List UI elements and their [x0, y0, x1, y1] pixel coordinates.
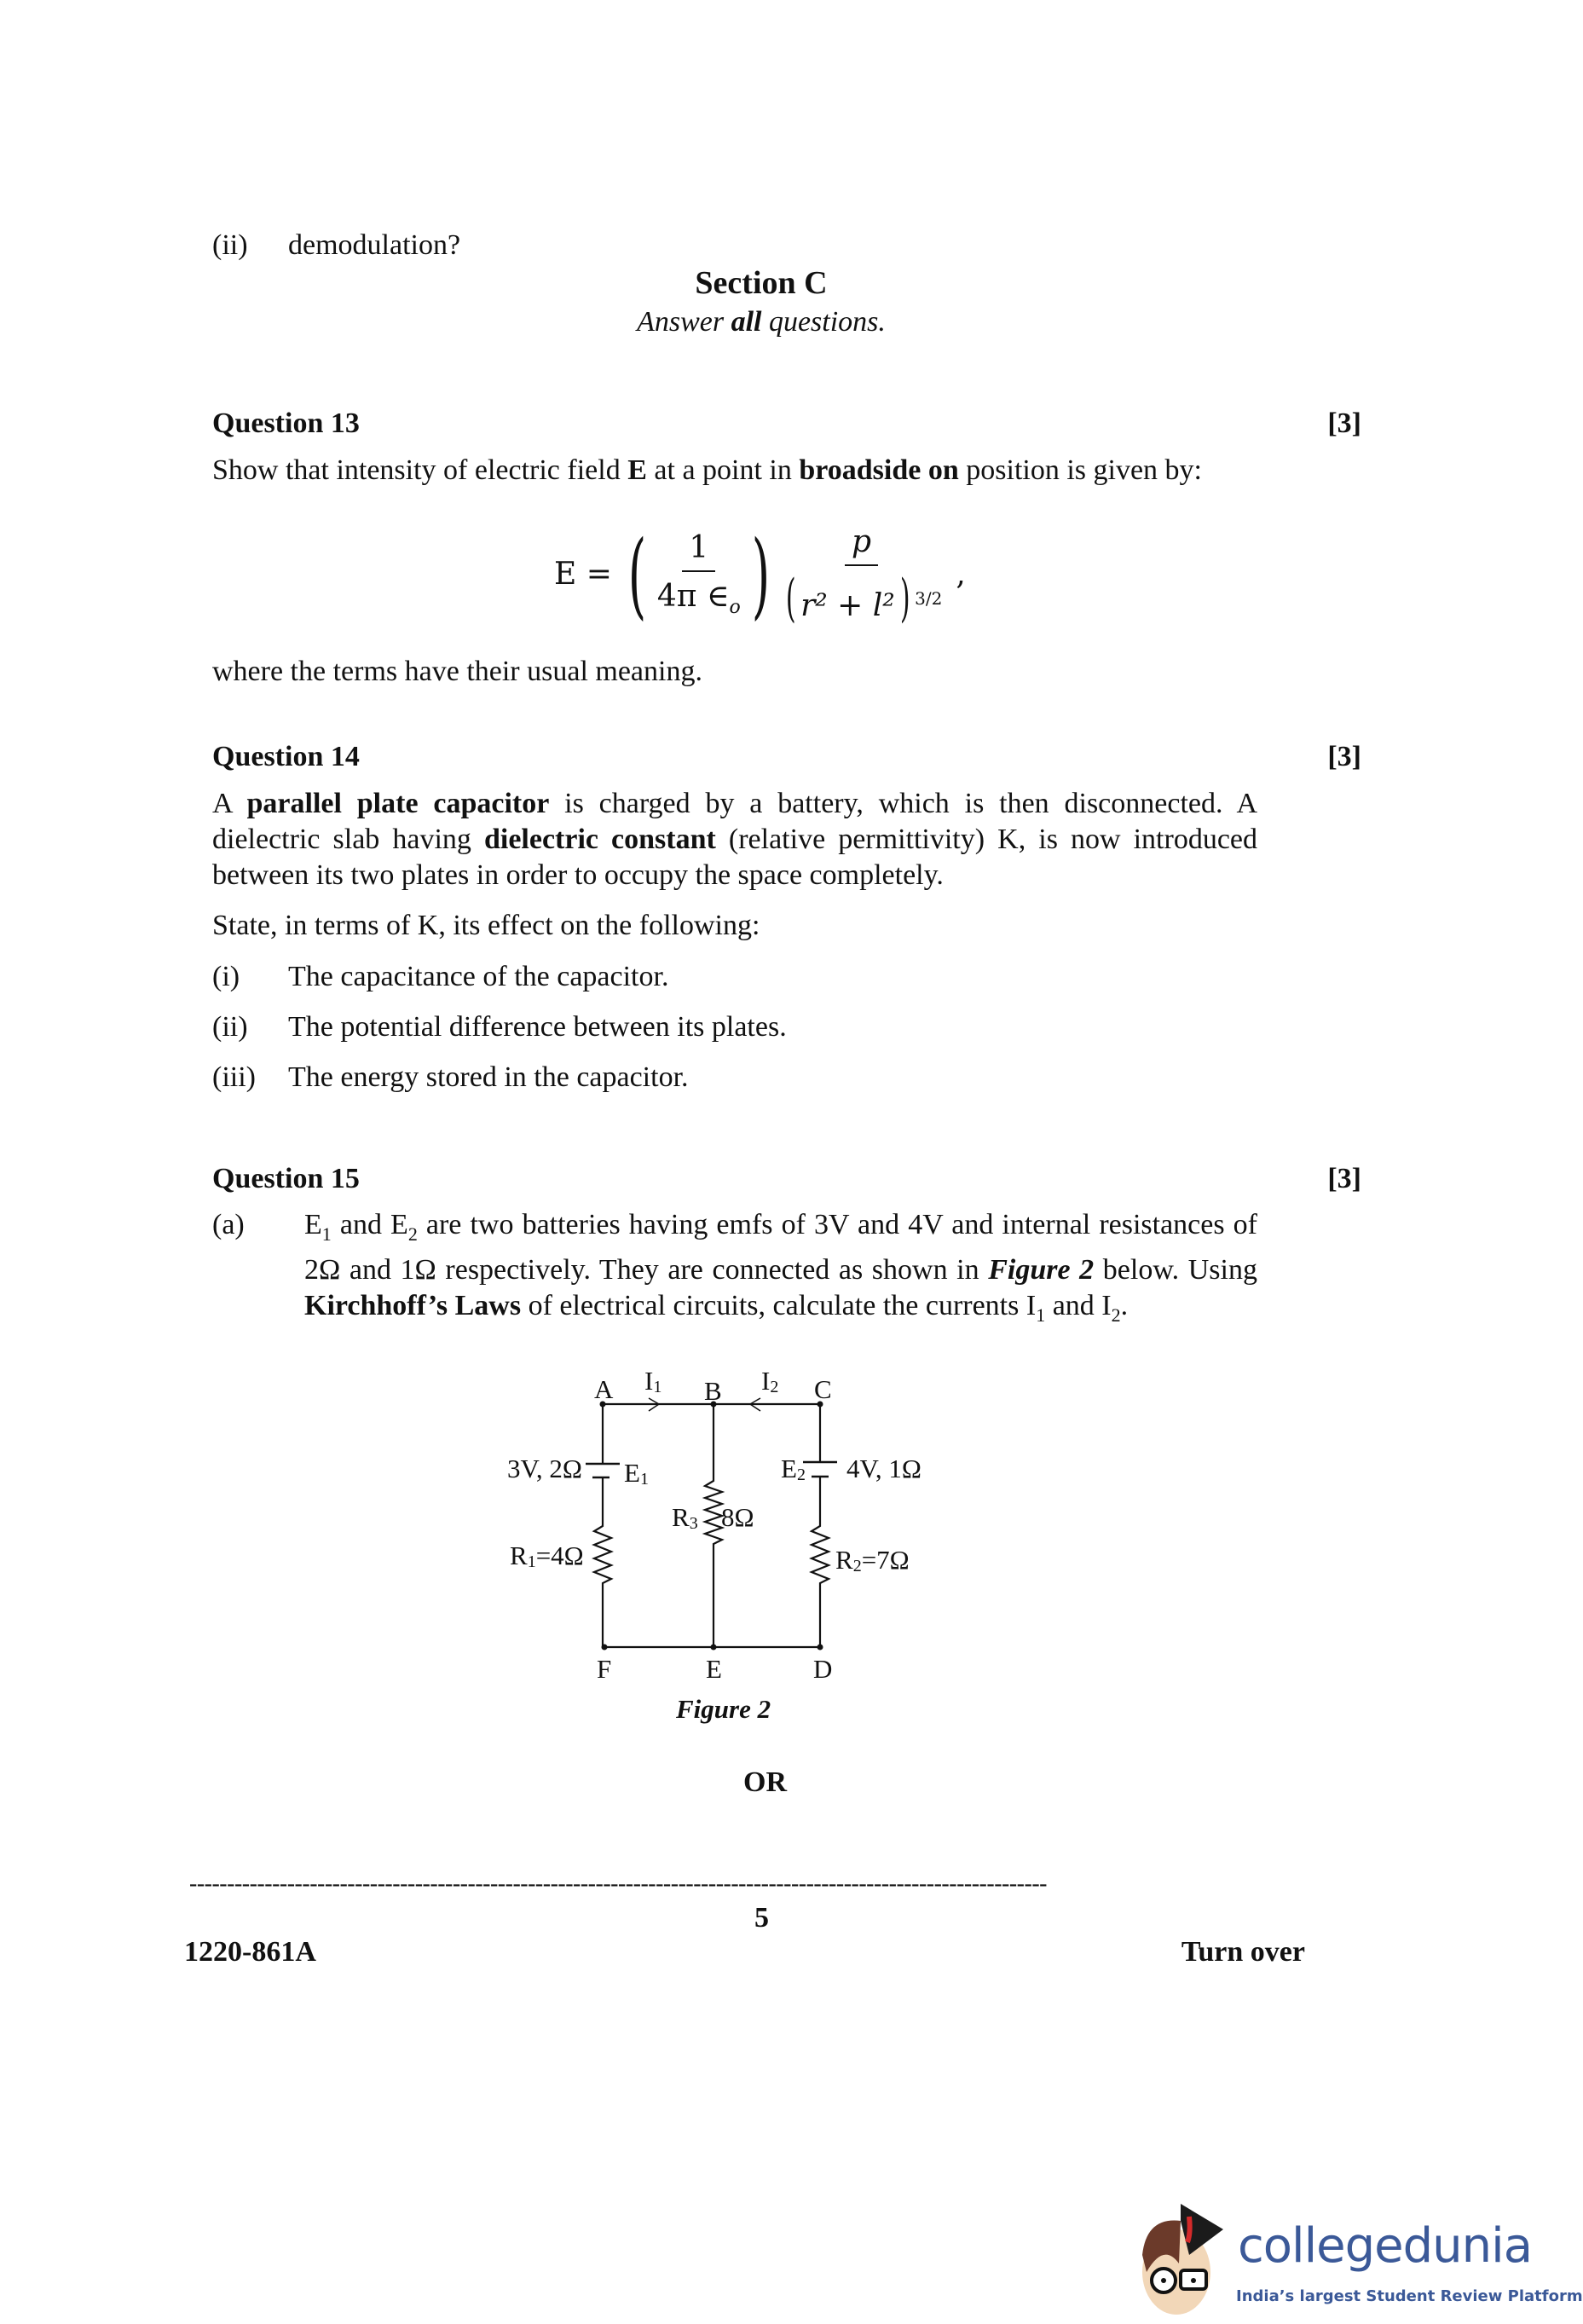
question-13-title: Question 13	[212, 408, 360, 439]
battery-e2-icon	[803, 1462, 837, 1477]
battery-e1-icon	[586, 1464, 620, 1477]
question-15-marks: [3]	[1327, 1163, 1361, 1194]
e1-value-label: 3V, 2Ω	[507, 1454, 582, 1483]
item-text: The energy stored in the capacitor.	[288, 1061, 689, 1093]
or-separator: OR	[743, 1766, 787, 1798]
question-14-marks: [3]	[1327, 741, 1361, 772]
logo-tagline: India’s largest Student Review Platform	[1236, 2287, 1583, 2305]
part-label: (a)	[212, 1209, 245, 1240]
node-d-label: D	[813, 1654, 833, 1684]
page-number: 5	[754, 1902, 769, 1934]
circuit-diagram	[494, 1330, 1108, 1739]
broadside-field-formula: E = ( $\frac{1}{4\pi \in_o}$ ) $\frac{p}{( r^2 + l^2) ^{3/2}}$ ,	[554, 519, 966, 629]
node-e-label: E	[706, 1654, 722, 1684]
prev-item-number: (ii)	[212, 229, 248, 261]
item-number: (iii)	[212, 1061, 256, 1093]
question-13-note: where the terms have their usual meaning.	[212, 656, 702, 687]
current-i1-label: I1	[644, 1366, 662, 1396]
question-13-text: Show that intensity of electric field E at a point in broadside on position is given by:	[212, 454, 1202, 486]
node-b-label: B	[704, 1376, 722, 1406]
prev-item-text: demodulation?	[288, 229, 461, 261]
question-13-marks: [3]	[1327, 408, 1361, 439]
r1-label: R1=4Ω	[510, 1541, 584, 1571]
item-text: The potential difference between its plates.	[288, 1011, 787, 1043]
item-text: The capacitance of the capacitor.	[288, 961, 669, 992]
logo-wordmark: collegedunia	[1238, 2218, 1533, 2274]
figure-caption: Figure 2	[676, 1694, 771, 1724]
e2-value-label: 4V, 1Ω	[846, 1454, 921, 1483]
question-14-title: Question 14	[212, 741, 360, 772]
question-15-title: Question 15	[212, 1163, 360, 1194]
e2-label: E2	[781, 1454, 806, 1484]
r3-label: R3	[672, 1502, 698, 1533]
node-c-label: C	[814, 1374, 832, 1404]
item-number: (ii)	[212, 1011, 248, 1043]
question-14-prompt: State, in terms of K, its effect on the following:	[212, 910, 760, 941]
question-15-text: $E_1$ and $E_2$ are two batteries having emfs of 3V and 4V and internal resistances of 2Ω and 1Ω respectively. They are connected as shown in Figure 2 below. Using Kirchhoff’s Laws of electrical circuits, calculate the currents $I_1$ and $I_2$.	[304, 1209, 1257, 1326]
r2-label: R2=7Ω	[835, 1545, 910, 1575]
question-14-text: A parallel plate capacitor is charged by a battery, which is then disconnected. A dielectric slab having dielectric constant (relative permittivity) K, is now introduced between its two plates in order to occupy the space completely.	[212, 788, 1258, 891]
turn-over: Turn over	[1181, 1936, 1305, 1968]
circuit-wires	[586, 1398, 837, 1647]
collegedunia-logo	[1129, 2195, 1583, 2323]
section-instructions: Answer all questions.	[637, 306, 886, 338]
footer-divider: ------------------------------------------------------------------------------------------------------------------	[189, 1870, 1047, 1897]
mascot-icon	[1129, 2195, 1240, 2323]
node-a-label: A	[594, 1374, 614, 1404]
item-number: (i)	[212, 961, 240, 992]
junction-dots	[600, 1402, 823, 1651]
paper-code: 1220-861A	[184, 1936, 316, 1968]
e1-label: E1	[624, 1458, 649, 1489]
current-i2-label: I2	[761, 1366, 779, 1396]
section-title: Section C	[695, 265, 828, 301]
r3-value-label: 8Ω	[721, 1502, 754, 1532]
node-f-label: F	[597, 1654, 612, 1684]
